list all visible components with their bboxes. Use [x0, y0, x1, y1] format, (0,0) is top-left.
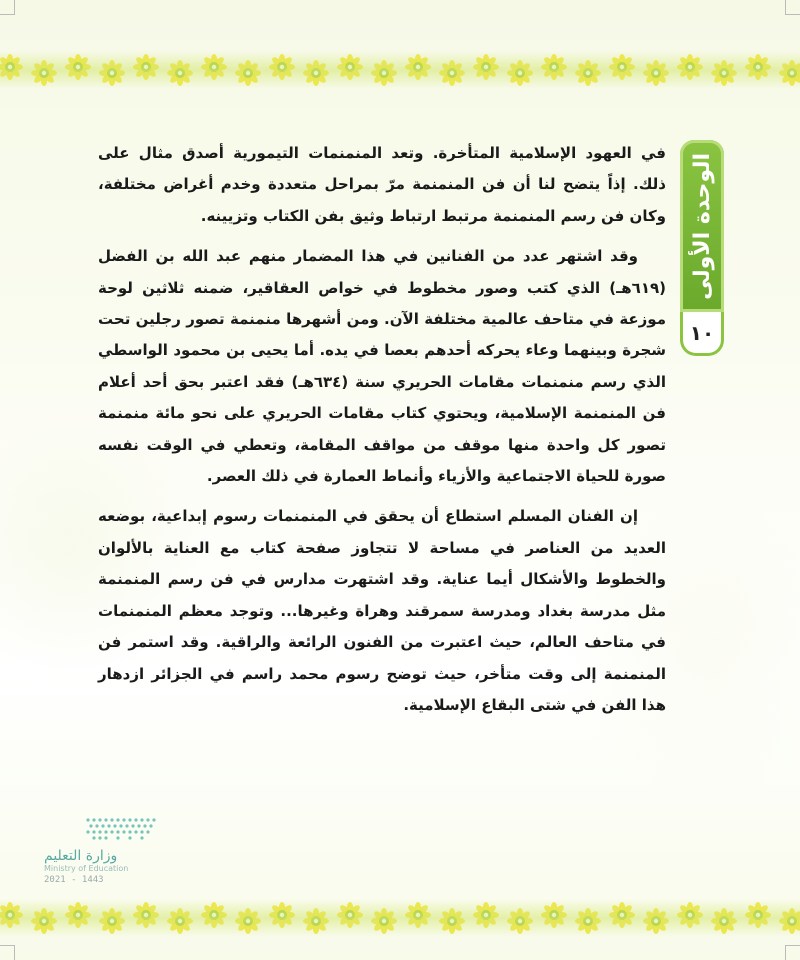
unit-tab	[680, 140, 724, 312]
ministry-name-en: Ministry of Education	[44, 864, 129, 873]
paragraph-1: في العهود الإسلامية المتأخرة. وتعد المنمنمات التيمورية أصدق مثال على ذلك. إذاً يتضح لنا أن فن المنمنمة مرّ بمراحل متعددة وخدم أغراض مختلفة، وكان فن رسم المنمنمة مرتبط ارتباط وثيق بفن الكتاب وتزيينه.	[98, 144, 666, 225]
ministry-name-ar: وزارة التعليم	[44, 848, 118, 864]
crop-mark-top-right	[785, 0, 800, 15]
bottom-flower-border	[0, 888, 800, 948]
crop-mark-bottom-right	[785, 945, 800, 960]
paragraph-3: إن الفنان المسلم استطاع أن يحقق في المنمنمات رسوم إبداعية، بوضعه العديد من العناصر في مساحة لا تتجاوز صفحة كتاب مع العناية بالألوان والخطوط والأشكال أيما عناية. وقد اشتهرت مدارس في فن رسم المنمنمة مثل مدرسة بغداد ومدرسة سمرقند وهراة وغيرها... وتوجد معظم المنمنمات في متاحف العالم، حيث اعتبرت من الفنون الرائعة والراقية. وقد استمر فن المنمنمة إلى وقت متأخر، حيث توضح رسوم محمد راسم في الجزائر ازدهار هذا الفن في شتى البقاع الإسلامية.	[98, 507, 666, 714]
unit-title: الوحدة الأولى	[689, 152, 715, 300]
article-body	[98, 138, 666, 721]
page-number: ١٠	[680, 312, 724, 356]
edition-year: 2021 - 1443	[44, 875, 104, 885]
crop-mark-top-left	[0, 0, 15, 15]
paragraph-2: وقد اشتهر عدد من الفنانين في هذا المضمار منهم عبد الله بن الفضل (٦١٩هـ) الذي كتب وصور مخطوط في خواص العقاقير، ضمنه ثلاثين لوحة موزعة في متاحف عالمية مختلفة الآن. ومن أشهرها منمنمة تصور رجلين تحت شجرة وبينهما وعاء يحركه أحدهم بعصا في يده. أما يحيى بن محمود الواسطي الذي رسم منمنمات مقامات الحريري سنة (٦٣٤هـ) فقد اعتبر بحق أحد أعلام فن المنمنمة الإسلامية، ويحتوي كتاب مقامات الحريري على نحو مائة منمنمة تصور كل واحدة منها موقف من مواقف المقامة، وتعطي في الوقت نفسه صورة للحياة الاجتماعية والأزياء وأنماط العمارة في ذلك العصر.	[98, 247, 666, 486]
top-flower-border	[0, 40, 800, 100]
crop-mark-bottom-left	[0, 945, 15, 960]
